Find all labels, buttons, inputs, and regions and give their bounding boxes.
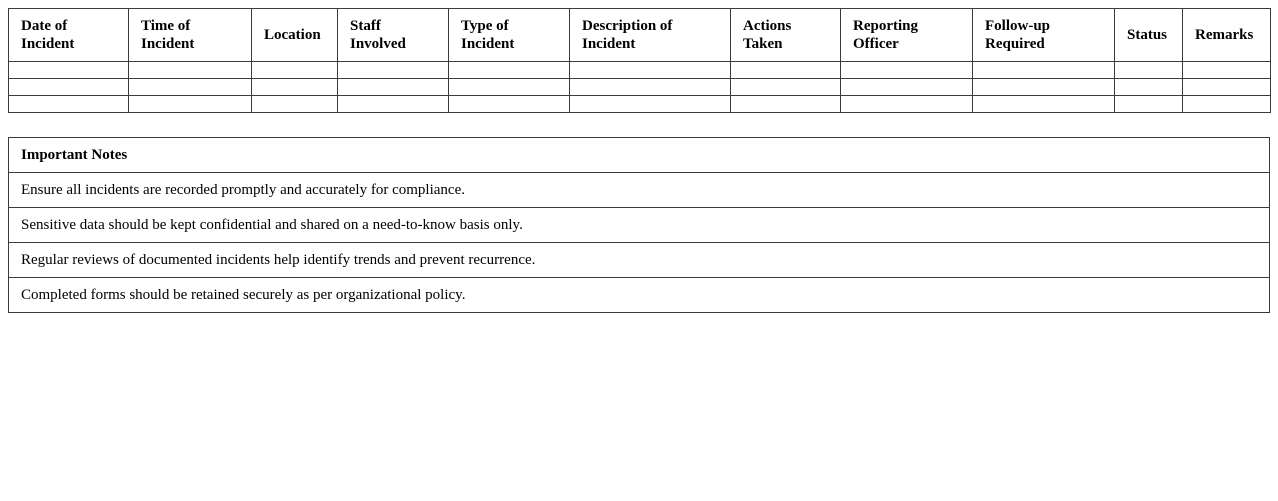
table-cell[interactable] xyxy=(841,62,973,79)
note-text: Sensitive data should be kept confidential and shared on a need-to-know basis only. xyxy=(9,208,1270,243)
table-cell[interactable] xyxy=(449,79,570,96)
important-notes-table xyxy=(8,137,1270,313)
table-cell[interactable] xyxy=(9,79,129,96)
table-cell[interactable] xyxy=(129,96,252,113)
note-text: Regular reviews of documented incidents help identify trends and prevent recurrence. xyxy=(9,243,1270,278)
header-staff-involved: Staff Involved xyxy=(338,9,449,62)
table-cell[interactable] xyxy=(338,62,449,79)
header-follow-up-required: Follow-up Required xyxy=(973,9,1115,62)
table-cell[interactable] xyxy=(570,96,731,113)
table-cell[interactable] xyxy=(973,79,1115,96)
note-text: Ensure all incidents are recorded promptly and accurately for compliance. xyxy=(9,173,1270,208)
table-cell[interactable] xyxy=(570,79,731,96)
table-cell[interactable] xyxy=(973,62,1115,79)
table-cell[interactable] xyxy=(841,79,973,96)
header-reporting-officer: Reporting Officer xyxy=(841,9,973,62)
table-cell[interactable] xyxy=(338,96,449,113)
notes-header-row xyxy=(9,138,1270,173)
list-item xyxy=(9,173,1270,208)
table-cell[interactable] xyxy=(1115,96,1183,113)
table-cell[interactable] xyxy=(252,79,338,96)
table-cell[interactable] xyxy=(1115,79,1183,96)
list-item xyxy=(9,278,1270,313)
table-cell[interactable] xyxy=(731,79,841,96)
header-location: Location xyxy=(252,9,338,62)
table-row xyxy=(9,62,1271,79)
table-cell[interactable] xyxy=(731,96,841,113)
table-cell[interactable] xyxy=(731,62,841,79)
header-actions-taken: Actions Taken xyxy=(731,9,841,62)
table-cell[interactable] xyxy=(9,62,129,79)
table-row xyxy=(9,96,1271,113)
table-cell[interactable] xyxy=(129,62,252,79)
header-time-of-incident: Time of Incident xyxy=(129,9,252,62)
table-cell[interactable] xyxy=(1183,79,1271,96)
table-cell[interactable] xyxy=(570,62,731,79)
table-cell[interactable] xyxy=(9,96,129,113)
table-cell[interactable] xyxy=(129,79,252,96)
header-date-of-incident: Date of Incident xyxy=(9,9,129,62)
table-cell[interactable] xyxy=(449,96,570,113)
table-cell[interactable] xyxy=(1183,96,1271,113)
table-cell[interactable] xyxy=(841,96,973,113)
header-status: Status xyxy=(1115,9,1183,62)
header-type-of-incident: Type of Incident xyxy=(449,9,570,62)
notes-title: Important Notes xyxy=(9,138,1270,173)
table-cell[interactable] xyxy=(338,79,449,96)
incident-table-header-row xyxy=(9,9,1271,62)
table-cell[interactable] xyxy=(1115,62,1183,79)
list-item xyxy=(9,243,1270,278)
note-text: Completed forms should be retained securely as per organizational policy. xyxy=(9,278,1270,313)
table-cell[interactable] xyxy=(1183,62,1271,79)
table-cell[interactable] xyxy=(252,96,338,113)
table-cell[interactable] xyxy=(252,62,338,79)
table-cell[interactable] xyxy=(973,96,1115,113)
header-description-of-incident: Description of Incident xyxy=(570,9,731,62)
header-remarks: Remarks xyxy=(1183,9,1271,62)
table-row xyxy=(9,79,1271,96)
list-item xyxy=(9,208,1270,243)
incident-log-table xyxy=(8,8,1271,113)
table-cell[interactable] xyxy=(449,62,570,79)
